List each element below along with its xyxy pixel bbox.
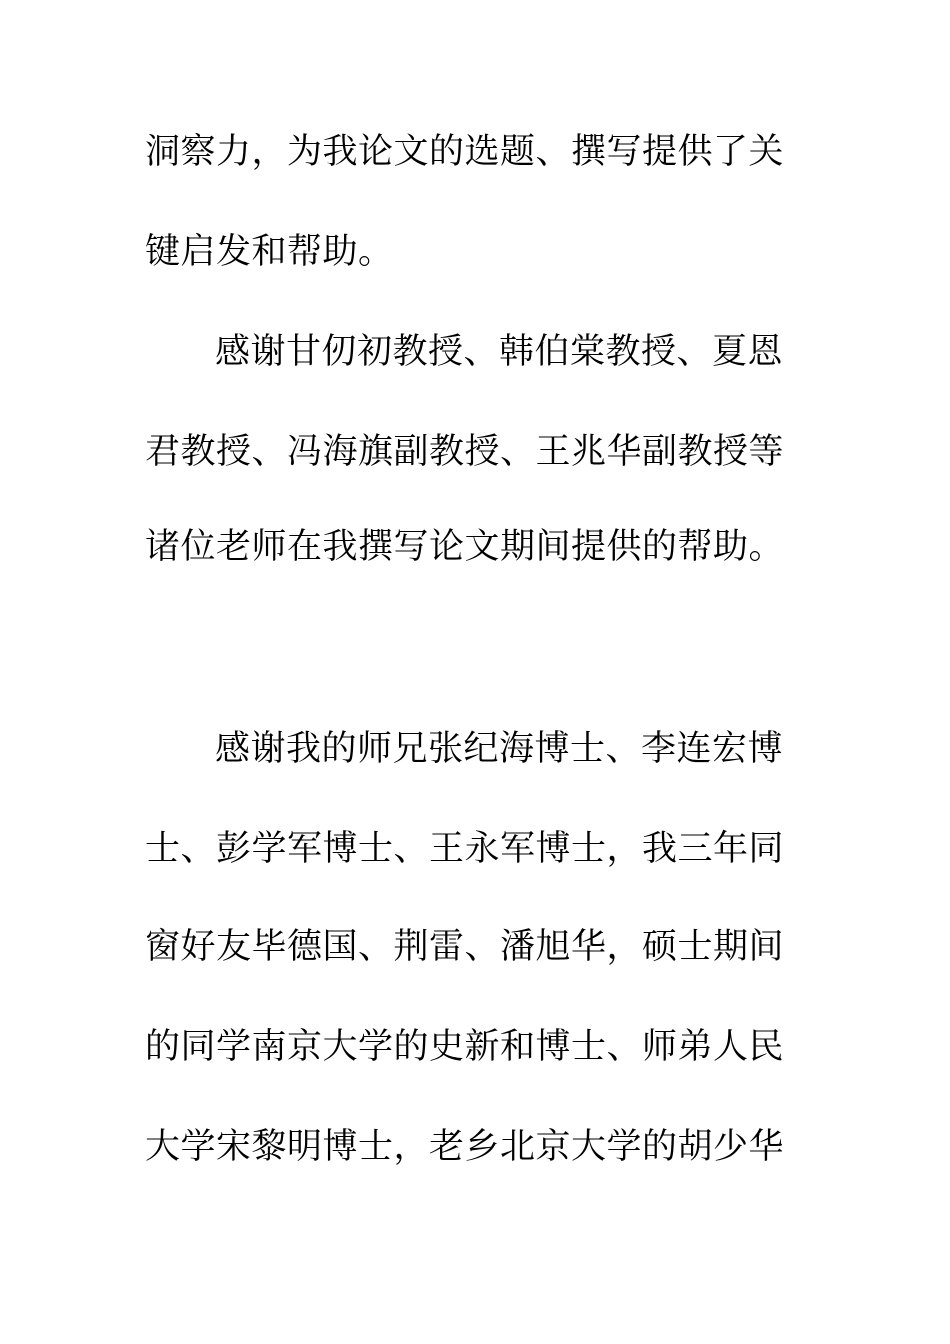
text-line: 君教授、冯海旗副教授、王兆华副教授等 (145, 432, 785, 472)
paragraph-first-line: 感谢甘仞初教授、韩伯棠教授、夏恩 (215, 332, 784, 372)
text-line: 的同学南京大学的史新和博士、师弟人民 (145, 1027, 785, 1067)
text-line: 键启发和帮助。 (145, 232, 394, 272)
paragraph-first-line: 感谢我的师兄张纪海博士、李连宏博 (215, 729, 784, 769)
text-line: 窗好友毕德国、荆雷、潘旭华，硕士期间 (145, 927, 785, 967)
text-line: 洞察力，为我论文的选题、撰写提供了关 (145, 132, 785, 172)
text-line: 士、彭学军博士、王永军博士，我三年同 (145, 829, 785, 869)
text-line: 诸位老师在我撰写论文期间提供的帮助。 (145, 527, 785, 567)
text-line: 大学宋黎明博士，老乡北京大学的胡少华 (145, 1127, 785, 1167)
